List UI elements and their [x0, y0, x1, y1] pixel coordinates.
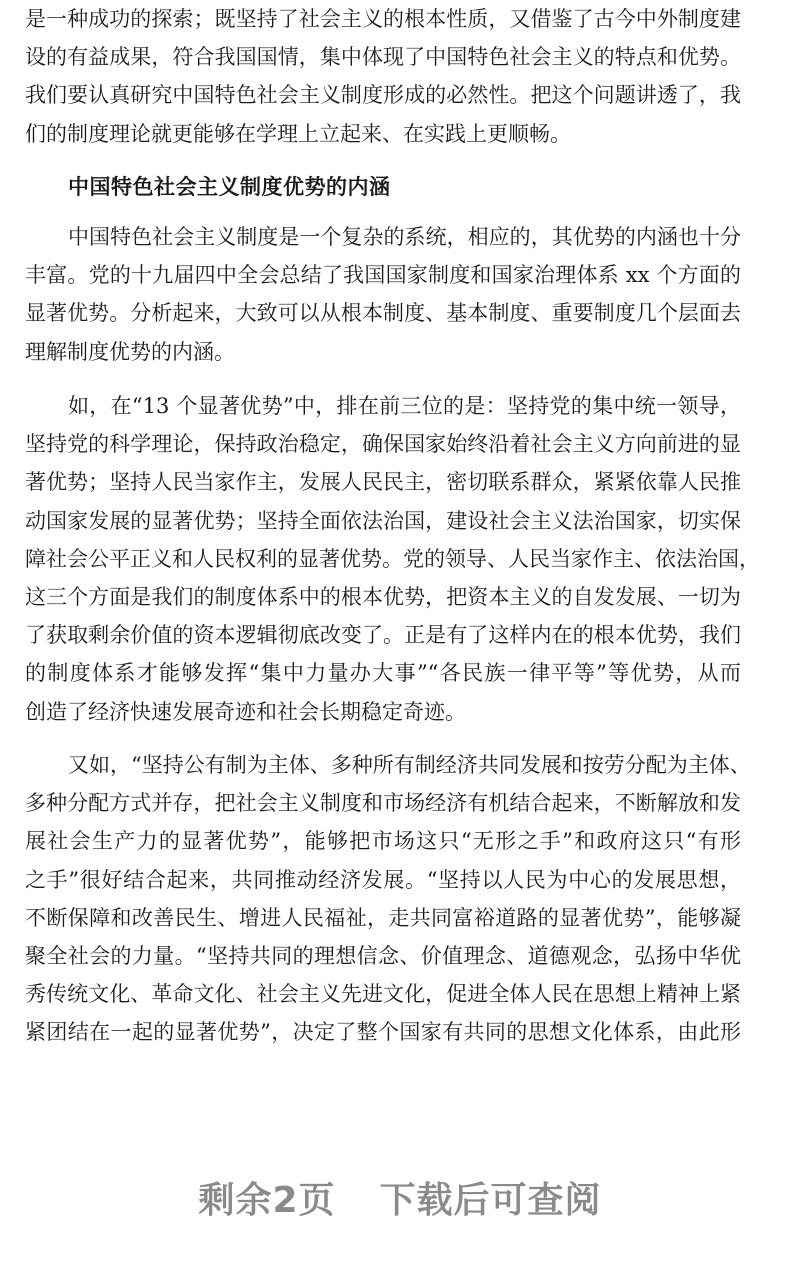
paragraph-line: 多种分配方式并存，把社会主义制度和市场经济有机结合起来，不断解放和发: [25, 791, 741, 816]
paragraph-line: 我们要认真研究中国特色社会主义制度形成的必然性。把这个问题讲透了，我: [25, 83, 741, 108]
paragraph-line: 丰富。党的十九届四中全会总结了我国国家制度和国家治理体系 xx 个方面的: [25, 263, 741, 288]
download-to-view-label: 下载后可查阅: [379, 1180, 602, 1221]
paragraph-line: 坚持党的科学理论，保持政治稳定，确保国家始终沿着社会主义方向前进的显: [25, 432, 741, 457]
remaining-pages-label: 剩余2页: [198, 1180, 336, 1221]
paragraph-line: 聚全社会的力量。“坚持共同的理想信念、价值理念、道德观念，弘扬中华优: [25, 944, 741, 968]
paragraph-line: 的制度体系才能够发挥“集中力量办大事”“各民族一律平等”等优势，从而: [25, 661, 741, 686]
paragraph-line: 显著优势。分析起来，大致可以从根本制度、基本制度、重要制度几个层面去: [25, 301, 741, 326]
paragraph-line: 障社会公平正义和人民权利的显著优势。党的领导、人民当家作主、依法治国，: [25, 546, 760, 571]
paragraph-line: 设的有益成果，符合我国国情，集中体现了中国特色社会主义的特点和优势。: [25, 45, 741, 70]
paragraph-line: 创造了经济快速发展奇迹和社会长期稳定奇迹。: [25, 699, 466, 724]
download-prompt[interactable]: [0, 1172, 800, 1223]
paragraph-line: 是一种成功的探索；既坚持了社会主义的根本性质，又借鉴了古今中外制度建: [25, 7, 741, 31]
paragraph-line: 动国家发展的显著优势；坚持全面依法治国，建设社会主义法治国家，切实保: [25, 508, 741, 533]
paragraph-line: 紧团结在一起的显著优势”，决定了整个国家有共同的思想文化体系，由此形: [25, 1020, 741, 1045]
paragraph-line: 中国特色社会主义制度是一个复杂的系统，相应的，其优势的内涵也十分: [68, 225, 741, 249]
paragraph-line: 这三个方面是我们的制度体系中的根本优势，把资本主义的自发发展、一切为: [25, 585, 741, 609]
paragraph-line: 之手”很好结合起来，共同推动经济发展。“坚持以人民为中心的发展思想，: [25, 867, 741, 892]
paragraph-line: 又如，“坚持公有制为主体、多种所有制经济共同发展和按劳分配为主体、: [68, 753, 751, 777]
paragraph-line: 理解制度优势的内涵。: [25, 339, 235, 364]
paragraph-line: 展社会生产力的显著优势”，能够把市场这只“无形之手”和政府这只“有形: [25, 829, 741, 854]
paragraph-line: 秀传统文化、革命文化、社会主义先进文化，促进全体人民在思想上精神上紧: [25, 982, 741, 1007]
paragraph-line: 如，在“13 个显著优势”中，排在前三位的是：坚持党的集中统一领导，: [68, 394, 741, 418]
paragraph-line: 们的制度理论就更能够在学理上立起来、在实践上更顺畅。: [25, 121, 571, 146]
paragraph-line: 了获取剩余价值的资本逻辑彻底改变了。正是有了这样内在的根本优势，我们: [25, 623, 741, 648]
paragraph-line: 不断保障和改善民生、增进人民福祉，走共同富裕道路的显著优势”，能够凝: [25, 905, 741, 930]
section-heading: 中国特色社会主义制度优势的内涵: [68, 174, 391, 199]
paragraph-line: 著优势；坚持人民当家作主，发展人民民主，密切联系群众，紧紧依靠人民推: [25, 470, 741, 495]
